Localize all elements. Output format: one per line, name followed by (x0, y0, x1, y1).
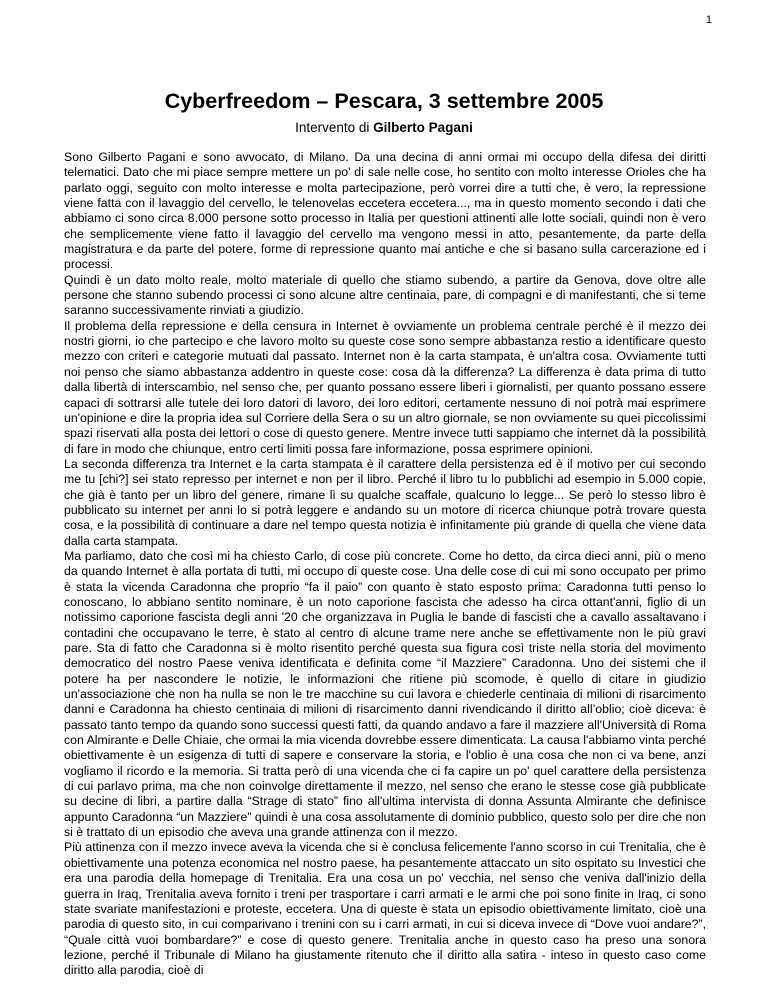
paragraph: Il problema della repressione e della censura in Internet è ovviamente un problema centrale perché è il mezzo dei nostri giorni, io che partecipo e che lavoro molto su queste cose sono sempre abbastanza restio a identificare questo mezzo con criteri e categorie mutuati dal passato. Internet non è la carta stampata, è un'altra cosa. Ovviamente tutti noi penso che siamo abbastanza addentro in queste cose: cosa dà la differenza? La differenza è data prima di tutto dalla libertà di interscambio, nel senso che, per quanto possano essere liberi i giornalisti, per quanto possano essere capaci di sottrarsi alle tutele dei loro datori di lavoro, dei loro editori, certamente nessuno di noi potrà mai esprimere un'opinione e dire la propria idea sul Corriere della Sera o su un altro giornale, se non ovviamente su quei piccolissimi spazi riservati alla posta dei lettori o cose di questo genere. Mentre invece tutti sappiamo che internet dà la possibilità di fare in modo che chiunque, entro certi limiti possa fare informazione, possa esprimere opinioni. (64, 318, 706, 456)
paragraph: Più attinenza con il mezzo invece aveva la vicenda che si è conclusa felicemente l'anno scorso in cui Trenitalia, che è obiettivamente una potenza economica nel nostro paese, ha pesantemente attaccato un sito ospitato su Investici che era una parodia della homepage di Trenitalia. Era una cosa un po' vecchia, nel senso che veniva dall'inizio della guerra in Iraq, Trenitalia aveva fornito i treni per trasportare i carri armati e le armi che poi sono finite in Iraq, ci sono state svariate manifestazioni e proteste, eccetera. Una di queste è stata un episodio obiettivamente limitato, cioè una parodia di questo sito, in cui comparivano i trenini con su i carri armati, in cui si diceva invece di “Dove vuoi andare?”, “Quale città vuoi bombardare?” e cose di questo genere. Trenitalia anche in questo caso ha preso una sonora lezione, perché il Tribunale di Milano ha giustamente ritenuto che il diritto alla satira - inteso in questo caso come diritto alla parodia, cioè di (64, 840, 706, 978)
paragraph: La seconda differenza tra Internet e la carta stampata è il carattere della persistenza ed è il motivo per cui secondo me tu [chi?] sei stato represso per internet e non per il libro. Perché il libro tu lo pubblichi ad esempio in 5.000 copie, che già è tanto per un libro del genere, rimane lì su qualche scaffale, qualcuno lo legge... Se però lo stesso libro è pubblicato su internet per anni lo si potrà leggere e andando su un motore di ricerca chiunque potrà trovare questa cosa, e la possibilità di continuare a dare nel tempo questa notizia è infinitamente più grande di quella che viene data dalla carta stampata. (64, 456, 706, 548)
paragraph: Quindi è un dato molto reale, molto materiale di quello che stiamo subendo, a partire da Genova, dove oltre alle persone che stanno subendo processi ci sono alcune altre centinaia, pare, di compagni e di manifestanti, che si teme saranno successivamente rinviati a giudizio. (64, 272, 706, 318)
paragraph: Ma parliamo, dato che così mi ha chiesto Carlo, di cose più concrete. Come ho detto, da circa dieci anni, più o meno da quando Internet è alla portata di tutti, mi occupo di queste cose. Una delle cose di cui mi sono occupato per primo è stata la vicenda Caradonna che proprio “fa il paio” con quanto è stato esposto prima: Caradonna tutti penso lo conoscano, lo abbiano sentito nominare, è un noto caporione fascista che adesso ha circa ottant'anni, figlio di un notissimo caporione fascista degli anni '20 che organizzava in Puglia le bande di fascisti che a cavallo assaltavano i contadini che occupavano le terre, è stato al centro di alcune trame nere anche se effettivamente non le più gravi pare. Sta di fatto che Caradonna si è molto risentito perché questa sua figura così triste nella storia del movimento democratico del nostro Paese veniva identificata e definita come “il Mazziere” Caradonna. Uno dei sistemi che il potere ha per nascondere le notizie, le informazioni che ritiene più scomode, è quello di citare in giudizio un'associazione che non ha nulla se non le tre macchine su cui lavora e chiederle centinaia di milioni di risarcimento danni e Caradonna ha chiesto centinaia di milioni di risarcimento danni rivendicando il diritto all’oblio; cioè diceva: è passato tanto tempo da quando sono successi questi fatti, da quando andavo a fare il mazziere all'Università di Roma con Almirante e Delle Chiaie, che ormai la mia vicenda dovrebbe essere dimenticata. La causa l'abbiamo vinta perché obiettivamente è un esigenza di tutti di sapere e conservare la storia, e l'oblio è una cosa che non ci va bene, anzi vogliamo il ricordo e la memoria. Si tratta però di una vicenda che ci fa capire un po' quel carattere della persistenza di cui parlavo prima, ma che non coinvolge direttamente il mezzo, nel senso che erano le stesse cose già pubblicate su decine di libri, a partire dalla “Strage di stato” fino all'ultima intervista di donna Assunta Almirante che definisce appunto Caradonna “un Mazziere” quindi è una cosa assolutamente di dominio pubblico, questo solo per dire che non si è trattato di un episodio che aveva una grande attinenza con il mezzo. (64, 548, 706, 840)
page-number: 1 (705, 14, 712, 26)
document-title: Cyberfreedom – Pescara, 3 settembre 2005 (164, 89, 604, 113)
speaker-name: Gilberto Pagani (373, 120, 473, 135)
subtitle-prefix: Intervento di (295, 120, 374, 135)
document-subtitle (0, 120, 768, 135)
paragraph: Sono Gilberto Pagani e sono avvocato, di Milano. Da una decina di anni ormai mi occupo della difesa dei diritti telematici. Dato che mi piace sempre mettere un po' di sale nelle cose, ho sentito con molto interesse Orioles che ha parlato oggi, seguito con molto interesse e molta partecipazione, però vorrei dire a tutti che, è vero, la repressione viene fatta con il lavaggio del cervello, le telenovelas eccetera eccetera..., ma in questo momento secondo i dati che abbiamo ci sono circa 8.000 persone sotto processo in Italia per questioni attinenti alle lotte sociali, quindi non è vero che semplicemente viene fatto il lavaggio del cervello ma vengono messi in atto, pesantemente, da parte della magistratura e da parte del potere, forme di repressione quanto mai antiche e che si basano sulla carcerazione ed i processi. (64, 150, 706, 272)
body-text (64, 150, 706, 979)
